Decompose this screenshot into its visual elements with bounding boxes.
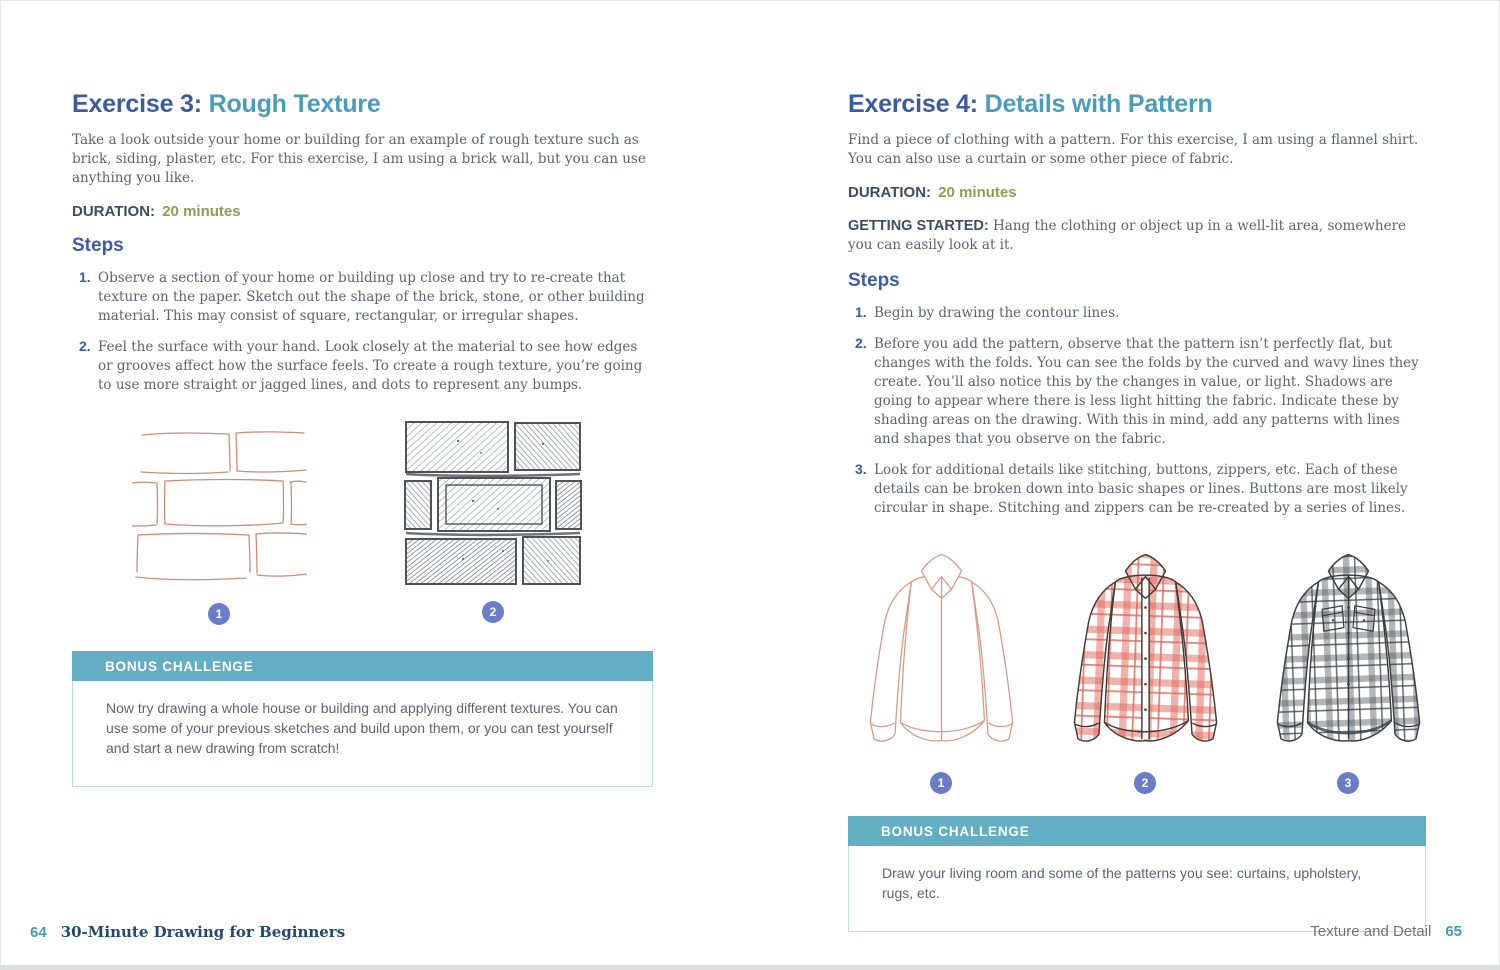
exercise-title: Rough Texture xyxy=(208,90,381,118)
step-item xyxy=(848,335,1426,449)
exercise-number: Exercise 4: xyxy=(848,90,978,118)
duration-value: 20 minutes xyxy=(162,203,241,220)
step-number: 2. xyxy=(79,338,91,354)
step-number: 1. xyxy=(79,269,91,285)
page-number: 64 xyxy=(30,924,47,941)
steps-heading: Steps xyxy=(848,270,900,291)
page-title-left xyxy=(72,90,653,119)
exercise-number: Exercise 3: xyxy=(72,90,202,118)
duration-label: DURATION: xyxy=(72,203,156,220)
step-text: Look for additional details like stitching, buttons, zippers, etc. Each of these details can be broken down into basic shapes or lines. Buttons are most likely circular in shape. Stitching and zippers can be re-created by a series of lines. xyxy=(874,462,1408,516)
step-text: Feel the surface with your hand. Look closely at the material to see how edges or grooves affect how the surface feels. To create a rough texture, you’re going to use more straight or jagged lines, and dots to represent any bumps. xyxy=(98,339,643,393)
figure-shirt-contour xyxy=(856,538,1026,794)
duration-line xyxy=(72,203,653,220)
figure-number-badge: 2 xyxy=(1134,772,1156,794)
step-item xyxy=(72,269,653,326)
step-item xyxy=(72,338,653,395)
shirt-figures-row xyxy=(848,538,1426,796)
figure-number-badge: 1 xyxy=(208,603,230,625)
page-edge-shadow xyxy=(0,965,1500,970)
shirt-contour-sketch xyxy=(864,538,1019,760)
steps-list xyxy=(72,269,653,395)
getting-started-label: GETTING STARTED: xyxy=(848,218,989,234)
figure-shirt-red-plaid xyxy=(1060,538,1230,794)
intro-paragraph: Take a look outside your home or building for an example of rough texture such as brick, siding, plaster, etc. For this exercise, I am using a brick wall, but you can use anything you like. xyxy=(72,132,646,186)
duration-value: 20 minutes xyxy=(938,184,1017,201)
figure-brick-outline xyxy=(104,419,334,625)
brick-outline-sketch xyxy=(132,419,307,591)
bonus-challenge-heading: BONUS CHALLENGE xyxy=(105,658,254,674)
getting-started-line xyxy=(848,217,1426,255)
bonus-challenge-text: Now try drawing a whole house or building and applying different textures. You can use some of your previous sketches and build upon them, or you can test yourself and start a new drawing from scratch! xyxy=(106,700,618,756)
brick-shaded-sketch xyxy=(403,419,583,589)
step-number: 2. xyxy=(855,335,867,351)
getting-started-text: Hang the clothing or object up in a well-lit area, somewhere you can easily look at it. xyxy=(848,218,1407,253)
page-left xyxy=(72,90,653,787)
section-title: Texture and Detail xyxy=(1310,923,1432,940)
bonus-challenge-body xyxy=(72,681,653,787)
step-text: Begin by drawing the contour lines. xyxy=(874,305,1120,321)
bonus-challenge-box xyxy=(72,651,653,787)
step-text: Before you add the pattern, observe that the pattern isn’t perfectly flat, but changes with the folds. You can see the folds by the curved and wavy lines they create. You’ll also notice this by the changes in value, or light. Shadows are going to appear where there is less light hitting the fabric. Indicate these by shading areas on the drawing. With this in mind, add any patterns with lines and shapes that you observe on the fabric. xyxy=(874,336,1419,447)
page-right xyxy=(848,90,1426,932)
figure-shirt-pencil-plaid xyxy=(1263,538,1433,794)
step-number: 3. xyxy=(855,461,867,477)
bonus-challenge-box xyxy=(848,816,1426,932)
steps-heading: Steps xyxy=(72,235,124,256)
step-text: Observe a section of your home or building up close and try to re-create that texture on the paper. Sketch out the shape of the brick, stone, or other building material. This may consist of square, rectangular, or irregular shapes. xyxy=(98,270,645,324)
exercise-title: Details with Pattern xyxy=(984,90,1213,118)
step-item xyxy=(848,461,1426,518)
book-title: 30-Minute Drawing for Beginners xyxy=(60,923,346,941)
bonus-challenge-header xyxy=(848,816,1426,846)
figure-brick-shaded xyxy=(378,419,608,623)
footer-left xyxy=(30,923,345,941)
figure-number-badge: 3 xyxy=(1337,772,1359,794)
step-item xyxy=(848,304,1426,323)
figure-number-badge: 1 xyxy=(930,772,952,794)
intro-paragraph: Find a piece of clothing with a pattern. For this exercise, I am using a flannel shirt. You can also use a curtain or some other piece of fabric. xyxy=(848,132,1419,167)
footer-right xyxy=(1310,923,1462,940)
bonus-challenge-heading: BONUS CHALLENGE xyxy=(881,823,1030,839)
bonus-challenge-header xyxy=(72,651,653,681)
shirt-red-plaid-sketch xyxy=(1068,538,1223,760)
duration-label: DURATION: xyxy=(848,184,932,201)
step-number: 1. xyxy=(855,304,867,320)
figure-number-badge: 2 xyxy=(482,601,504,623)
page-number: 65 xyxy=(1445,923,1462,940)
steps-list xyxy=(848,304,1426,518)
duration-line xyxy=(848,184,1426,201)
bonus-challenge-text: Draw your living room and some of the patterns you see: curtains, upholstery, rugs, etc. xyxy=(882,865,1362,901)
page-title-right xyxy=(848,90,1426,119)
brick-figures-row xyxy=(72,419,653,631)
shirt-pencil-plaid-sketch xyxy=(1271,538,1426,760)
bonus-challenge-body xyxy=(848,846,1426,932)
